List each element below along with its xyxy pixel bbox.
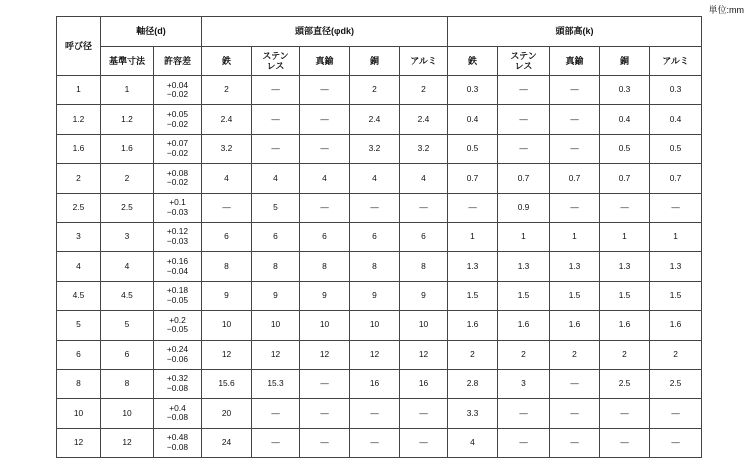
cell-head-height: 2.5 bbox=[600, 369, 650, 398]
cell-head-dia: 16 bbox=[400, 369, 448, 398]
cell-head-dia: 24 bbox=[202, 428, 252, 457]
tolerance-minus: −0.08 bbox=[166, 412, 189, 423]
cell-nominal: 2.5 bbox=[57, 193, 101, 222]
cell-head-dia: 4 bbox=[202, 164, 252, 193]
cell-head-height: 3 bbox=[498, 369, 550, 398]
cell-head-dia: — bbox=[300, 369, 350, 398]
dimension-table bbox=[56, 16, 702, 458]
cell-basic: 4 bbox=[101, 252, 154, 281]
cell-head-height: 2.8 bbox=[448, 369, 498, 398]
cell-head-height: — bbox=[550, 105, 600, 134]
cell-head-dia: 9 bbox=[252, 281, 300, 310]
cell-head-height: — bbox=[600, 399, 650, 428]
cell-head-dia: — bbox=[300, 76, 350, 105]
cell-nominal: 12 bbox=[57, 428, 101, 457]
cell-head-dia: 2 bbox=[350, 76, 400, 105]
cell-nominal: 10 bbox=[57, 399, 101, 428]
cell-head-height: 0.7 bbox=[550, 164, 600, 193]
cell-head-height: 1.6 bbox=[550, 311, 600, 340]
cell-head-height: 2 bbox=[448, 340, 498, 369]
cell-head-dia: 2.4 bbox=[400, 105, 448, 134]
cell-head-dia: — bbox=[400, 428, 448, 457]
cell-nominal: 2 bbox=[57, 164, 101, 193]
cell-basic: 4.5 bbox=[101, 281, 154, 310]
cell-head-dia: 4 bbox=[400, 164, 448, 193]
cell-head-dia: 2.4 bbox=[202, 105, 252, 134]
cell-head-height: 0.5 bbox=[448, 134, 498, 163]
table-row bbox=[57, 105, 702, 134]
cell-head-dia: 6 bbox=[400, 222, 448, 251]
cell-head-height: 0.3 bbox=[448, 76, 498, 105]
cell-basic: 1.2 bbox=[101, 105, 154, 134]
cell-tolerance bbox=[154, 134, 202, 163]
cell-nominal: 1.6 bbox=[57, 134, 101, 163]
header-shaft: 軸径(d) bbox=[101, 17, 202, 47]
cell-head-height: 1.6 bbox=[650, 311, 702, 340]
cell-head-dia: 10 bbox=[350, 311, 400, 340]
cell-head-height: — bbox=[550, 428, 600, 457]
cell-nominal: 3 bbox=[57, 222, 101, 251]
cell-head-height: 2 bbox=[550, 340, 600, 369]
table-row bbox=[57, 399, 702, 428]
cell-head-height: 0.5 bbox=[600, 134, 650, 163]
cell-head-dia: 8 bbox=[400, 252, 448, 281]
tolerance-minus: −0.03 bbox=[166, 236, 189, 247]
cell-tolerance bbox=[154, 369, 202, 398]
cell-head-height: 1.5 bbox=[550, 281, 600, 310]
cell-head-height: 1 bbox=[550, 222, 600, 251]
cell-head-height: 1.5 bbox=[498, 281, 550, 310]
cell-head-height: 0.3 bbox=[600, 76, 650, 105]
cell-head-height: 1.6 bbox=[600, 311, 650, 340]
cell-head-dia: 12 bbox=[350, 340, 400, 369]
cell-tolerance bbox=[154, 311, 202, 340]
cell-basic: 1 bbox=[101, 76, 154, 105]
cell-head-height: — bbox=[498, 105, 550, 134]
cell-head-height: 1 bbox=[498, 222, 550, 251]
cell-head-height: 0.7 bbox=[650, 164, 702, 193]
cell-basic: 1.6 bbox=[101, 134, 154, 163]
cell-head-dia: — bbox=[400, 193, 448, 222]
cell-head-dia: — bbox=[300, 134, 350, 163]
tolerance-plus: +0.18 bbox=[166, 285, 189, 296]
tolerance-plus: +0.32 bbox=[166, 373, 189, 384]
tolerance-minus: −0.08 bbox=[166, 441, 189, 452]
cell-head-dia: 10 bbox=[400, 311, 448, 340]
cell-nominal: 4.5 bbox=[57, 281, 101, 310]
cell-head-height: 0.7 bbox=[600, 164, 650, 193]
table-row bbox=[57, 281, 702, 310]
cell-head-height: 2 bbox=[498, 340, 550, 369]
header-dk-material: ステン レス bbox=[252, 47, 300, 76]
cell-head-dia: — bbox=[202, 193, 252, 222]
cell-head-dia: 2 bbox=[400, 76, 448, 105]
cell-head-height: — bbox=[498, 428, 550, 457]
cell-head-height: — bbox=[550, 76, 600, 105]
cell-head-dia: 10 bbox=[300, 311, 350, 340]
cell-head-dia: 12 bbox=[400, 340, 448, 369]
cell-basic: 3 bbox=[101, 222, 154, 251]
cell-head-height: 0.5 bbox=[650, 134, 702, 163]
cell-head-height: 1.5 bbox=[650, 281, 702, 310]
cell-head-dia: 4 bbox=[300, 164, 350, 193]
cell-tolerance bbox=[154, 252, 202, 281]
cell-nominal: 1 bbox=[57, 76, 101, 105]
cell-basic: 2 bbox=[101, 164, 154, 193]
cell-head-dia: 6 bbox=[252, 222, 300, 251]
cell-head-height: — bbox=[498, 76, 550, 105]
cell-head-dia: 3.2 bbox=[202, 134, 252, 163]
tolerance-plus: +0.48 bbox=[166, 432, 189, 443]
cell-head-dia: — bbox=[400, 399, 448, 428]
cell-head-dia: — bbox=[252, 76, 300, 105]
cell-tolerance bbox=[154, 222, 202, 251]
cell-head-dia: — bbox=[350, 399, 400, 428]
cell-basic: 2.5 bbox=[101, 193, 154, 222]
cell-head-height: 0.4 bbox=[448, 105, 498, 134]
cell-head-height: — bbox=[550, 193, 600, 222]
cell-head-height: 1.3 bbox=[600, 252, 650, 281]
cell-head-dia: 15.6 bbox=[202, 369, 252, 398]
cell-head-dia: — bbox=[252, 428, 300, 457]
header-dk-material: 鉄 bbox=[202, 47, 252, 76]
header-dk-material: アルミ bbox=[400, 47, 448, 76]
cell-head-dia: 10 bbox=[252, 311, 300, 340]
cell-head-dia: 9 bbox=[300, 281, 350, 310]
header-dk-material: 真鍮 bbox=[300, 47, 350, 76]
cell-head-height: — bbox=[448, 193, 498, 222]
tolerance-minus: −0.03 bbox=[166, 206, 189, 217]
cell-head-height: 0.3 bbox=[650, 76, 702, 105]
cell-head-dia: — bbox=[300, 193, 350, 222]
cell-head-dia: — bbox=[300, 105, 350, 134]
header-nominal: 呼び径 bbox=[57, 17, 101, 76]
cell-head-dia: 9 bbox=[400, 281, 448, 310]
unit-note: 単位:mm bbox=[708, 5, 744, 15]
tolerance-plus: +0.08 bbox=[166, 167, 189, 178]
header-row-1 bbox=[57, 17, 702, 47]
cell-head-height: 1.6 bbox=[448, 311, 498, 340]
cell-tolerance bbox=[154, 76, 202, 105]
cell-head-height: 0.4 bbox=[600, 105, 650, 134]
cell-tolerance bbox=[154, 340, 202, 369]
table-row bbox=[57, 222, 702, 251]
cell-head-dia: 4 bbox=[252, 164, 300, 193]
cell-head-height: 0.7 bbox=[448, 164, 498, 193]
cell-tolerance bbox=[154, 399, 202, 428]
tolerance-minus: −0.06 bbox=[166, 353, 189, 364]
cell-head-height: 1.3 bbox=[650, 252, 702, 281]
cell-head-height: — bbox=[550, 399, 600, 428]
header-head-dia: 頭部直径(φdk) bbox=[202, 17, 448, 47]
cell-head-dia: — bbox=[300, 399, 350, 428]
tolerance-plus: +0.05 bbox=[166, 108, 189, 119]
cell-head-dia: 6 bbox=[202, 222, 252, 251]
cell-basic: 8 bbox=[101, 369, 154, 398]
table-row bbox=[57, 369, 702, 398]
cell-basic: 10 bbox=[101, 399, 154, 428]
cell-basic: 5 bbox=[101, 311, 154, 340]
table-row bbox=[57, 193, 702, 222]
cell-head-height: — bbox=[550, 134, 600, 163]
cell-head-height: — bbox=[600, 428, 650, 457]
cell-head-height: 2 bbox=[650, 340, 702, 369]
cell-tolerance bbox=[154, 428, 202, 457]
cell-tolerance bbox=[154, 281, 202, 310]
cell-head-height: 2.5 bbox=[650, 369, 702, 398]
cell-head-height: 1 bbox=[448, 222, 498, 251]
cell-tolerance bbox=[154, 105, 202, 134]
cell-head-dia: 8 bbox=[350, 252, 400, 281]
tolerance-plus: +0.24 bbox=[166, 344, 189, 355]
cell-head-height: — bbox=[650, 428, 702, 457]
cell-head-height: 1.3 bbox=[550, 252, 600, 281]
cell-head-height: 1.6 bbox=[498, 311, 550, 340]
cell-head-height: 0.7 bbox=[498, 164, 550, 193]
tolerance-plus: +0.04 bbox=[166, 79, 189, 90]
table-row bbox=[57, 164, 702, 193]
header-k-material: 真鍮 bbox=[550, 47, 600, 76]
cell-basic: 6 bbox=[101, 340, 154, 369]
cell-head-dia: 6 bbox=[350, 222, 400, 251]
cell-head-dia: 15.3 bbox=[252, 369, 300, 398]
cell-head-height: 1.3 bbox=[498, 252, 550, 281]
tolerance-plus: +0.1 bbox=[169, 197, 186, 208]
table-row bbox=[57, 134, 702, 163]
header-k-material: ステン レス bbox=[498, 47, 550, 76]
tolerance-minus: −0.02 bbox=[166, 147, 189, 158]
tolerance-plus: +0.12 bbox=[166, 226, 189, 237]
header-shaft-tol: 許容差 bbox=[154, 47, 202, 76]
header-dk-material: 銅 bbox=[350, 47, 400, 76]
header-k-material: 銅 bbox=[600, 47, 650, 76]
tolerance-plus: +0.07 bbox=[166, 138, 189, 149]
table-row bbox=[57, 76, 702, 105]
cell-nominal: 5 bbox=[57, 311, 101, 340]
table-body bbox=[57, 76, 702, 458]
cell-head-height: 1.5 bbox=[600, 281, 650, 310]
cell-nominal: 4 bbox=[57, 252, 101, 281]
table-row bbox=[57, 428, 702, 457]
cell-tolerance bbox=[154, 193, 202, 222]
cell-head-height: 2 bbox=[600, 340, 650, 369]
cell-head-height: 0.4 bbox=[650, 105, 702, 134]
cell-head-dia: 3.2 bbox=[400, 134, 448, 163]
header-row-2 bbox=[57, 47, 702, 76]
cell-head-dia: — bbox=[252, 105, 300, 134]
cell-head-dia: 20 bbox=[202, 399, 252, 428]
cell-head-height: 1 bbox=[600, 222, 650, 251]
cell-head-height: — bbox=[498, 399, 550, 428]
cell-head-height: 0.9 bbox=[498, 193, 550, 222]
cell-head-dia: 9 bbox=[202, 281, 252, 310]
tolerance-minus: −0.05 bbox=[166, 324, 189, 335]
header-head-height: 頭部高(k) bbox=[448, 17, 702, 47]
cell-tolerance bbox=[154, 164, 202, 193]
cell-head-dia: — bbox=[300, 428, 350, 457]
cell-head-dia: 8 bbox=[252, 252, 300, 281]
tolerance-plus: +0.2 bbox=[169, 314, 186, 325]
cell-head-dia: 5 bbox=[252, 193, 300, 222]
tolerance-plus: +0.16 bbox=[166, 255, 189, 266]
cell-head-dia: — bbox=[252, 399, 300, 428]
cell-head-dia: 10 bbox=[202, 311, 252, 340]
cell-head-dia: 9 bbox=[350, 281, 400, 310]
cell-head-dia: — bbox=[350, 193, 400, 222]
cell-head-height: 4 bbox=[448, 428, 498, 457]
cell-head-dia: 12 bbox=[300, 340, 350, 369]
cell-nominal: 8 bbox=[57, 369, 101, 398]
cell-basic: 12 bbox=[101, 428, 154, 457]
tolerance-minus: −0.02 bbox=[166, 89, 189, 100]
tolerance-plus: +0.4 bbox=[169, 402, 186, 413]
cell-head-dia: 12 bbox=[252, 340, 300, 369]
table-row bbox=[57, 252, 702, 281]
table-row bbox=[57, 340, 702, 369]
tolerance-minus: −0.08 bbox=[166, 383, 189, 394]
cell-head-height: — bbox=[550, 369, 600, 398]
cell-head-height: 1 bbox=[650, 222, 702, 251]
cell-head-height: — bbox=[650, 193, 702, 222]
cell-head-height: — bbox=[498, 134, 550, 163]
cell-head-dia: 6 bbox=[300, 222, 350, 251]
cell-head-dia: 2 bbox=[202, 76, 252, 105]
header-shaft-basic: 基準寸法 bbox=[101, 47, 154, 76]
cell-head-height: 1.5 bbox=[448, 281, 498, 310]
cell-nominal: 6 bbox=[57, 340, 101, 369]
tolerance-minus: −0.05 bbox=[166, 294, 189, 305]
cell-head-dia: 8 bbox=[202, 252, 252, 281]
tolerance-minus: −0.04 bbox=[166, 265, 189, 276]
cell-head-height: — bbox=[650, 399, 702, 428]
cell-head-dia: 12 bbox=[202, 340, 252, 369]
table-row bbox=[57, 311, 702, 340]
cell-head-height: 3.3 bbox=[448, 399, 498, 428]
cell-head-height: 1.3 bbox=[448, 252, 498, 281]
cell-head-dia: 2.4 bbox=[350, 105, 400, 134]
cell-head-dia: 3.2 bbox=[350, 134, 400, 163]
cell-head-dia: 4 bbox=[350, 164, 400, 193]
cell-head-dia: 16 bbox=[350, 369, 400, 398]
header-k-material: 鉄 bbox=[448, 47, 498, 76]
cell-head-height: — bbox=[600, 193, 650, 222]
cell-nominal: 1.2 bbox=[57, 105, 101, 134]
tolerance-minus: −0.02 bbox=[166, 177, 189, 188]
header-k-material: アルミ bbox=[650, 47, 702, 76]
tolerance-minus: −0.02 bbox=[166, 118, 189, 129]
cell-head-dia: — bbox=[350, 428, 400, 457]
cell-head-dia: 8 bbox=[300, 252, 350, 281]
cell-head-dia: — bbox=[252, 134, 300, 163]
